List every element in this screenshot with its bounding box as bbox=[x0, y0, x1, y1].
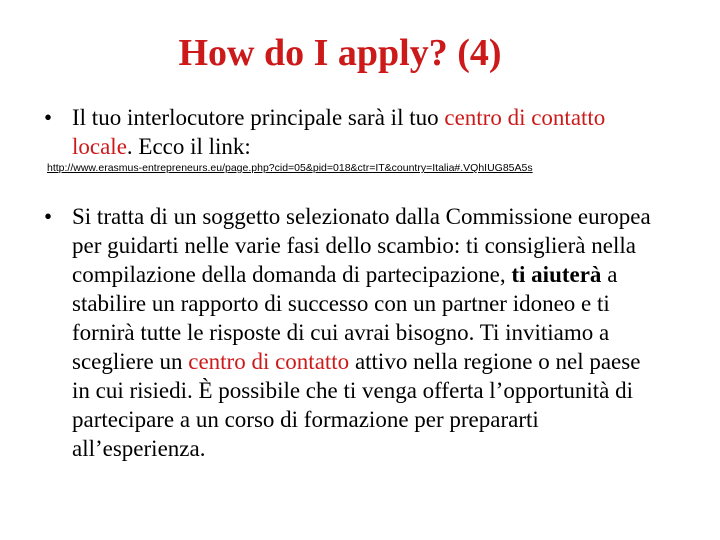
bullet-text bbox=[72, 202, 664, 463]
highlight-contact-center: centro di contatto bbox=[188, 349, 350, 374]
bullet-text bbox=[72, 103, 664, 161]
bullet-item-description bbox=[44, 202, 664, 463]
bullet-text-part: attivo nella regione o nel paese in cui risiedi. È possibile che ti venga offerta l’opportunità di partecipare a un corso di formazione per prepararti all’esperienza. bbox=[72, 349, 641, 461]
contact-link[interactable]: http://www.erasmus-entrepreneurs.eu/page.php?cid=05&pid=018&ctr=IT&country=Italia#.VQhIUG85A5s bbox=[47, 162, 533, 174]
bullet-text-part: Si tratta di un soggetto selezionato dalla Commissione europea per guidarti nelle varie fasi dello scambio: ti consiglierà nella compilazione della domanda di partecipazione, bbox=[72, 204, 651, 287]
bullet-icon: • bbox=[44, 105, 53, 130]
highlight-contact-center: centro di contatto locale bbox=[72, 105, 606, 159]
bullet-text-part: Il tuo interlocutore principale sarà il tuo bbox=[72, 105, 445, 130]
bullet-item-contact bbox=[44, 103, 664, 161]
bullet-text-part: a stabilire un rapporto di successo con un partner idoneo e ti fornirà tutte le risposte di cui avrai bisogno. Ti invitiamo a scegliere un bbox=[72, 262, 618, 374]
bullet-icon: • bbox=[44, 204, 53, 229]
bold-phrase: ti aiuterà bbox=[511, 262, 602, 287]
bullet-text-part: . Ecco il link: bbox=[126, 134, 251, 159]
slide-title: How do I apply? (4) bbox=[178, 32, 502, 74]
